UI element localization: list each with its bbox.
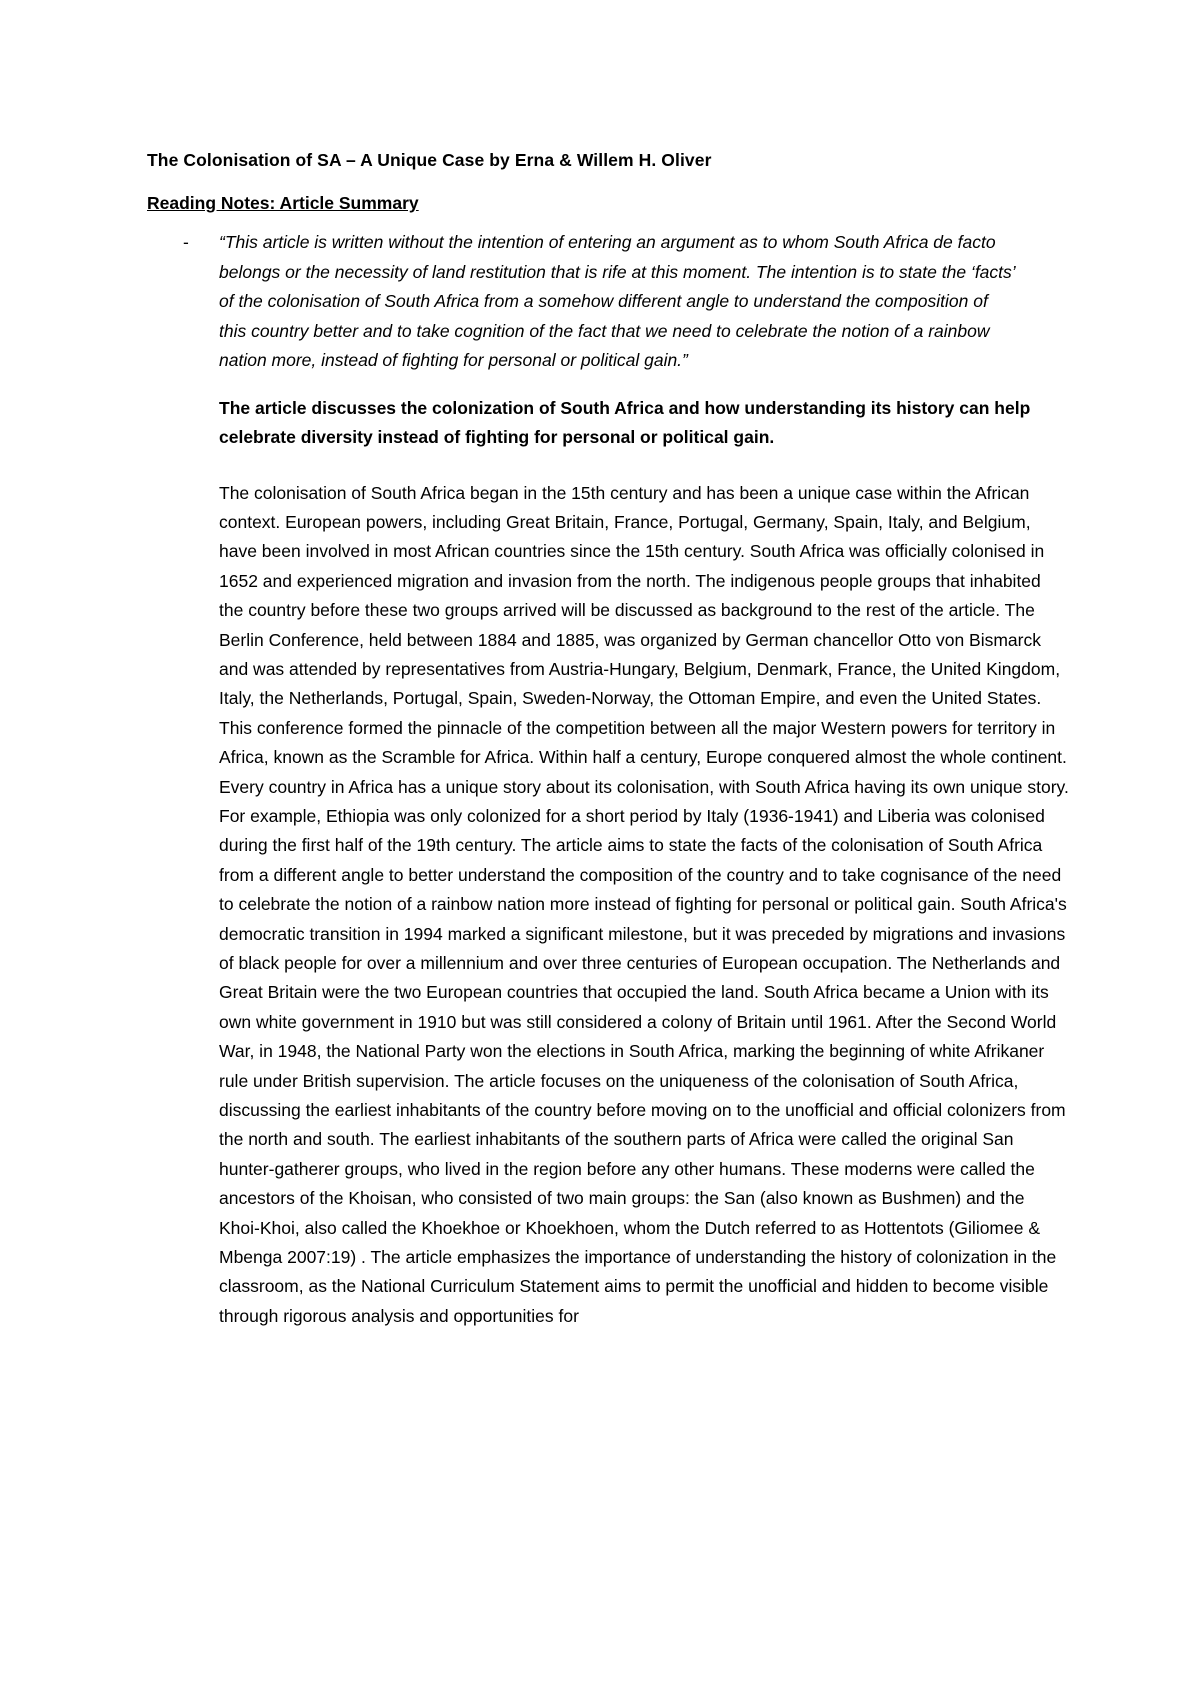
quote-list-item (147, 228, 1019, 376)
summary-statement: The article discusses the colonization of South Africa and how understanding its history can help celebrate diversity instead of fighting for personal or political gain. (219, 397, 1031, 447)
reading-notes-heading: Reading Notes: Article Summary (147, 193, 419, 213)
summary-body-paragraph: The colonisation of South Africa began in the 15th century and has been a unique case within the African context. European powers, including Great Britain, France, Portugal, Germany, Spain, Italy, and Belgium, have been involved in most African countries since the 15th century. South Africa was officially colonised in 1652 and experienced migration and invasion from the north. The indigenous people groups that inhabited the country before these two groups arrived will be discussed as background to the rest of the article. The Berlin Conference, held between 1884 and 1885, was organized by German chancellor Otto von Bismarck and was attended by representatives from Austria-Hungary, Belgium, Denmark, France, the United Kingdom, Italy, the Netherlands, Portugal, Spain, Sweden-Norway, the Ottoman Empire, and even the United States. This conference formed the pinnacle of the competition between all the major Western powers for territory in Africa, known as the Scramble for Africa. Within half a century, Europe conquered almost the whole continent. Every country in Africa has a unique story about its colonisation, with South Africa having its own unique story. For example, Ethiopia was only colonized for a short period by Italy (1936-1941) and Liberia was colonised during the first half of the 19th century. The article aims to state the facts of the colonisation of South Africa from a different angle to better understand the composition of the country and to take cognisance of the need to celebrate the notion of a rainbow nation more instead of fighting for personal or political gain. South Africa's democratic transition in 1994 marked a significant milestone, but it was preceded by migrations and invasions of black people for over a millennium and over three centuries of European occupation. The Netherlands and Great Britain were the two European countries that occupied the land. South Africa became a Union with its own white government in 1910 but was still considered a colony of Britain until 1961. After the Second World War, in 1948, the National Party won the elections in South Africa, marking the beginning of white Afrikaner rule under British supervision. The article focuses on the uniqueness of the colonisation of South Africa, discussing the earliest inhabitants of the country before moving on to the unofficial and official colonizers from the north and south. The earliest inhabitants of the southern parts of Africa were called the original San hunter-gatherer groups, who lived in the region before any other humans. These moderns were called the ancestors of the Khoisan, who consisted of two main groups: the San (also known as Bushmen) and the Khoi-Khoi, also called the Khoekhoe or Khoekhoen, whom the Dutch referred to as Hottentots (Giliomee & Mbenga 2007:19) . The article emphasizes the importance of understanding the history of colonization in the classroom, as the National Curriculum Statement aims to permit the unofficial and hidden to become visible through rigorous analysis and opportunities for (219, 482, 1069, 1326)
article-quote: “This article is written without the intention of entering an argument as to whom South Africa de facto belongs or the necessity of land restitution that is rife at this moment. The intention is to state the ‘facts’ of the colonisation of South Africa from a somehow different angle to understand the composition of this country better and to take cognition of the fact that we need to celebrate the notion of a rainbow nation more, instead of fighting for personal or political gain.” (219, 232, 1015, 370)
list-dash: - (183, 232, 189, 252)
document-title: The Colonisation of SA – A Unique Case by Erna & Willem H. Oliver (147, 150, 712, 170)
document-page (147, 148, 1067, 1331)
